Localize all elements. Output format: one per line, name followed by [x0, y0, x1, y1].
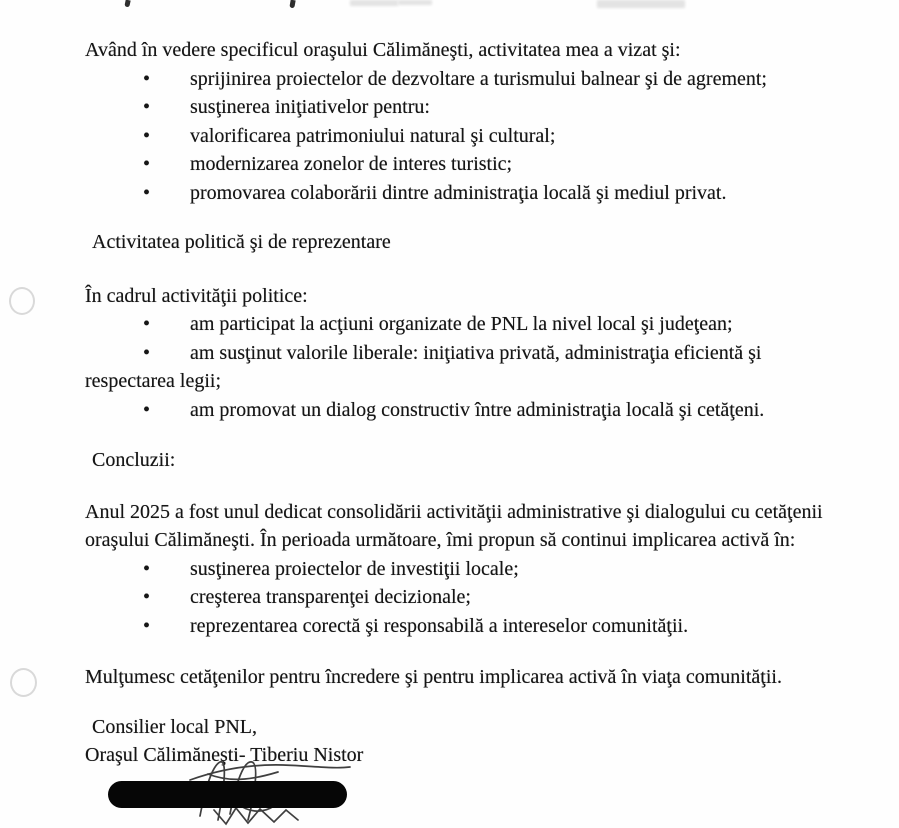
conclusions-paragraph: [85, 498, 835, 555]
list-item: [85, 65, 835, 94]
closing-paragraph: Mulţumesc cetăţenilor pentru încredere şi pentru implicarea activă în viaţa comunităţii.: [85, 666, 782, 688]
bullet-dot: •: [143, 96, 151, 118]
list-item-text: am promovat un dialog constructiv între administraţia locală şi cetăţeni.: [190, 398, 765, 421]
bullet-dot: •: [143, 614, 151, 637]
list-item-text: am participat la acţiuni organizate de PNL la nivel local şi judeţean;: [190, 313, 733, 335]
paragraph-line: Anul 2025 a fost unul dedicat consolidării activităţii administrative şi dialogului cu cetăţenii: [85, 500, 823, 523]
list-item: [85, 396, 835, 425]
list-item-text: am susţinut valorile liberale: iniţiativa privată, administraţia eficientă şi: [190, 341, 762, 364]
bullet-dot: •: [143, 557, 151, 580]
list-item-text: promovarea colaborării dintre administraţia locală şi mediul privat.: [190, 181, 727, 204]
list-item-text-wrap: respectarea legii;: [85, 370, 222, 392]
list-item: [85, 555, 835, 584]
list-item: [85, 583, 835, 612]
signature-name: Oraşul Călimăneşti- Tiberiu Nistor: [85, 744, 364, 766]
list-item-text: modernizarea zonelor de interes turistic;: [190, 153, 513, 175]
paragraph-line: oraşului Călimăneşti. În perioada următoare, îmi propun să continui implicarea activă în:: [85, 529, 796, 551]
bullet-dot: •: [143, 67, 151, 90]
section-heading-conclusions: Concluzii:: [92, 449, 176, 471]
list-item-text: susţinerea proiectelor de investiţii locale;: [190, 557, 519, 580]
list-item: [85, 150, 835, 179]
list-item: [85, 122, 835, 151]
list-item: [85, 310, 835, 339]
list-item-text: susţinerea iniţiativelor pentru:: [190, 96, 430, 118]
list-item-text: reprezentarea corectă şi responsabilă a intereselor comunităţii.: [190, 614, 689, 637]
list-item: [85, 179, 835, 208]
bullet-dot: •: [143, 398, 151, 421]
list-item-text: valorificarea patrimoniului natural şi cultural;: [190, 124, 556, 147]
list-item: [85, 612, 835, 641]
bullet-dot: •: [143, 341, 151, 364]
hole-punch-mark: [10, 668, 37, 697]
hole-punch-mark: [9, 287, 35, 315]
intro-paragraph: Având în vedere specificul oraşului Călimăneşti, activitatea mea a vizat şi:: [85, 39, 681, 61]
political-lead: În cadrul activităţii politice:: [85, 284, 308, 307]
redaction-bar: [108, 781, 347, 808]
bullet-dot: •: [143, 181, 151, 204]
bullet-dot: •: [143, 124, 151, 147]
bullet-dot: •: [143, 586, 151, 608]
signature-title: Consilier local PNL,: [92, 715, 257, 738]
list-item: [85, 93, 835, 122]
bullet-dot: •: [143, 153, 151, 175]
list-item: [85, 339, 835, 396]
list-item-text: creşterea transparenţei decizionale;: [190, 586, 471, 608]
section-heading-political: Activitatea politică şi de reprezentare: [92, 231, 391, 253]
list-item-text: sprijinirea proiectelor de dezvoltare a turismului balnear şi de agrement;: [190, 67, 767, 90]
bullet-dot: •: [143, 313, 151, 335]
